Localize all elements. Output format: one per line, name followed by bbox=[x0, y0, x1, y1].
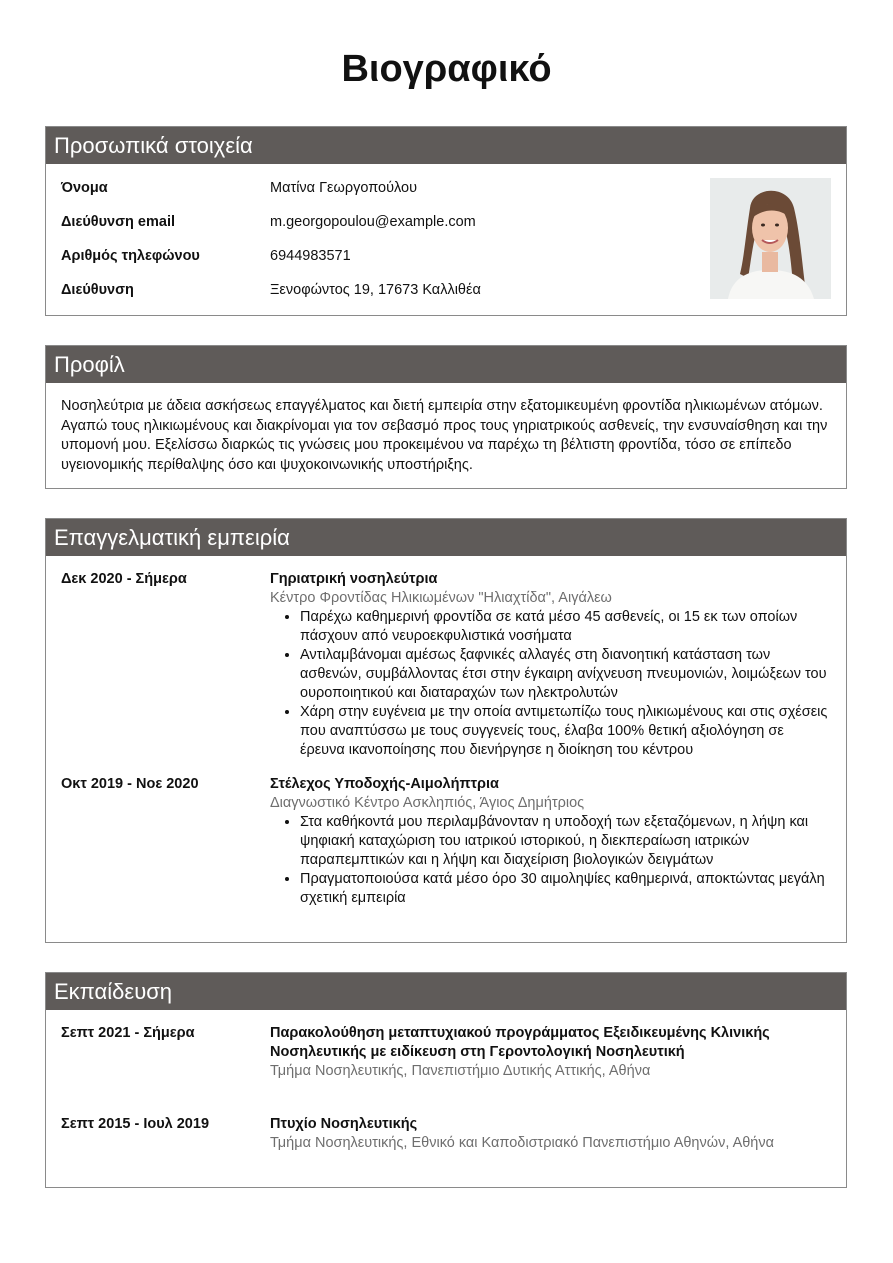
field-label: Όνομα bbox=[61, 180, 108, 196]
field-label: Αριθμός τηλεφώνου bbox=[61, 248, 200, 264]
field-value: m.georgopoulou@example.com bbox=[270, 214, 476, 230]
bullet-item: • Πραγματοποιούσα κατά μέσο όρο 30 αιμοληψίες καθημερινά, αποκτώντας μεγάλη σχετική εμπειρία bbox=[300, 870, 832, 908]
section-heading: Εκπαίδευση bbox=[46, 973, 846, 1010]
bullet-item: • Στα καθήκοντά μου περιλαμβάνονταν η υποδοχή των εξεταζόμενων, η λήψη και ψηφιακή καταχώριση του ιατρικού ιστορικού, η διεκπεραίωση ιατρικών παραπεμπτικών και η λήψη και διαχείριση βιολογικών δειγμάτων bbox=[300, 813, 832, 870]
field-label: Διεύθυνση bbox=[61, 282, 134, 298]
entry-title: Γηριατρική νοσηλεύτρια bbox=[270, 571, 438, 587]
bullet-item: • Χάρη στην ευγένεια με την οποία αντιμετωπίζω τους ηλικιωμένους και στις σχέσεις που αναπτύσσω με τους συγγενείς τους, έλαβα 100% θετική αξιολόγηση σε έρευνα ικανοποίησης που διενήργησε η διοίκηση του κέντρου bbox=[300, 703, 832, 760]
bullet-list bbox=[270, 813, 832, 908]
bullet-item: • Αντιλαμβάνομαι αμέσως ξαφνικές αλλαγές στη διανοητική κατάσταση των ασθενών, συμβάλλοντας έτσι στην έγκαιρη ανίχνευση πνευμονιών, λοιμώξεων του ουροποιητικού και διαταραχών των ηλεκτρολυτών bbox=[300, 646, 832, 703]
entry-title: Πτυχίο Νοσηλευτικής bbox=[270, 1116, 418, 1132]
personal-section bbox=[45, 126, 847, 316]
field-value: 6944983571 bbox=[270, 248, 351, 264]
entry-date: Δεκ 2020 - Σήμερα bbox=[61, 571, 187, 587]
education-entry bbox=[46, 1115, 846, 1153]
experience-section bbox=[45, 518, 847, 943]
education-section bbox=[45, 972, 847, 1188]
bullet-list bbox=[270, 608, 832, 760]
field-label: Διεύθυνση email bbox=[61, 214, 175, 230]
profile-photo bbox=[710, 178, 831, 299]
section-heading: Επαγγελματική εμπειρία bbox=[46, 519, 846, 556]
section-heading: Προσωπικά στοιχεία bbox=[46, 127, 846, 164]
education-entry bbox=[46, 1024, 846, 1081]
profile-section bbox=[45, 345, 847, 489]
entry-date: Οκτ 2019 - Νοε 2020 bbox=[61, 776, 199, 792]
profile-text: Νοσηλεύτρια με άδεια ασκήσεως επαγγέλματος και διετή εμπειρία στην εξατομικευμένη φροντίδα ηλικιωμένων ατόμων. Αγαπώ τους ηλικιωμένους και διακρίνομαι για τον σεβασμό προς τους γηριατρικούς ασθενείς, την ενσυναίσθηση και την υπομονή μου. Εξελίσσω διαρκώς τις γνώσεις μου προκειμένου να παρέχω τη βέλτιστη φροντίδα, τόσο σε επίπεδο υγειονομικής περίθαλψης όσο και ψυχοκοινωνικής υποστήριξης. bbox=[61, 398, 828, 473]
entry-organization: Τμήμα Νοσηλευτικής, Εθνικό και Καποδιστριακό Πανεπιστήμιο Αθηνών, Αθήνα bbox=[270, 1135, 775, 1151]
entry-organization: Διαγνωστικό Κέντρο Ασκληπιός, Άγιος Δημήτριος bbox=[270, 795, 585, 811]
bullet-item: • Παρέχω καθημερινή φροντίδα σε κατά μέσο 45 ασθενείς, οι 15 εκ των οποίων πάσχουν από νευροεκφυλιστικά νοσήματα bbox=[300, 608, 832, 646]
entry-date: Σεπτ 2015 - Ιουλ 2019 bbox=[61, 1116, 210, 1132]
entry-organization: Τμήμα Νοσηλευτικής, Πανεπιστήμιο Δυτικής Αττικής, Αθήνα bbox=[270, 1063, 651, 1079]
document-title: Βιογραφικό bbox=[341, 48, 552, 90]
section-heading: Προφίλ bbox=[46, 346, 846, 383]
entry-organization: Κέντρο Φροντίδας Ηλικιωμένων "Ηλιαχτίδα", Αιγάλεω bbox=[270, 590, 612, 606]
entry-date: Σεπτ 2021 - Σήμερα bbox=[61, 1025, 195, 1041]
entry-title: Στέλεχος Υποδοχής-Αιμολήπτρια bbox=[270, 776, 499, 792]
field-value: Ξενοφώντος 19, 17673 Καλλιθέα bbox=[270, 282, 481, 298]
personal-fields bbox=[46, 164, 846, 307]
entry-title: Παρακολούθηση μεταπτυχιακού προγράμματος Εξειδικευμένης Κλινικής Νοσηλευτικής με ειδίκευση στη Γεροντολογική Νοσηλευτική bbox=[270, 1025, 770, 1060]
field-value: Ματίνα Γεωργοπούλου bbox=[270, 180, 418, 196]
experience-entry bbox=[46, 570, 846, 760]
experience-entry bbox=[46, 775, 846, 908]
